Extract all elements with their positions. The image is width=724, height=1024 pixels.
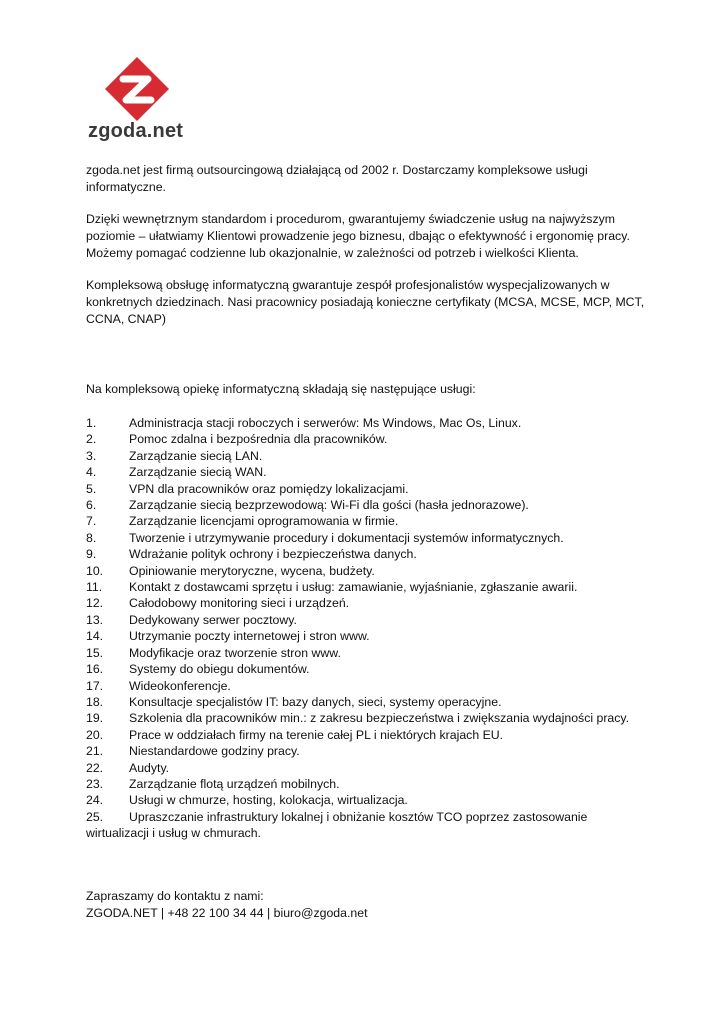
service-number: 24. xyxy=(86,793,104,808)
service-text: Zarządzanie flotą urządzeń mobilnych. xyxy=(129,776,340,791)
service-item xyxy=(86,661,646,677)
service-text: Zarządzanie siecią LAN. xyxy=(129,448,263,463)
service-text: Całodobowy monitoring sieci i urządzeń. xyxy=(129,596,350,611)
service-number: 18. xyxy=(86,694,104,709)
service-item xyxy=(86,628,646,644)
service-item xyxy=(86,431,646,447)
service-number: 21. xyxy=(86,744,104,759)
service-number: 10. xyxy=(86,563,104,578)
service-text: Administracja stacji roboczych i serwerów: Ms Windows, Mac Os, Linux. xyxy=(129,416,522,430)
service-number: 22. xyxy=(86,760,104,775)
service-item xyxy=(86,448,646,464)
service-item xyxy=(86,497,646,513)
service-item xyxy=(86,710,646,726)
service-number: 16. xyxy=(86,662,104,677)
service-text: Opiniowanie merytoryczne, wycena, budżety. xyxy=(129,563,375,578)
service-item xyxy=(86,743,646,759)
service-item xyxy=(86,776,646,792)
service-text: Pomoc zdalna i bezpośrednia dla pracowników. xyxy=(129,432,388,447)
service-text: Utrzymanie poczty internetowej i stron www. xyxy=(129,629,370,644)
service-item xyxy=(86,513,646,529)
service-text: Zarządzanie siecią WAN. xyxy=(129,465,267,480)
service-text: Zarządzanie siecią bezprzewodową: Wi-Fi dla gości (hasła jednorazowe). xyxy=(129,498,529,513)
standards-paragraph: Dzięki wewnętrznym standardom i procedurom, gwarantujemy świadczenie usług na najwyższym poziomie – ułatwiamy Klientowi prowadzenie jego biznesu, dbając o efektywność i ergonomię pracy. Możemy pomagać codzienne lub okazjonalnie, w zależności od potrzeb i wielkości Klienta. xyxy=(86,212,630,260)
services-intro: Na kompleksową opiekę informatyczną składają się następujące usługi: xyxy=(86,382,476,396)
service-item xyxy=(86,809,646,842)
service-number: 19. xyxy=(86,711,104,726)
service-item xyxy=(86,678,646,694)
service-text: Wideokonferencje. xyxy=(129,678,231,693)
service-text: Systemy do obiegu dokumentów. xyxy=(129,662,310,677)
logo-wordmark: zgoda.net xyxy=(88,120,184,142)
service-item xyxy=(86,595,646,611)
service-text: Upraszczanie infrastruktury lokalnej i obniżanie kosztów TCO poprzez zastosowanie wirtualizacji i usług w chmurach. xyxy=(86,809,588,841)
service-number: 8. xyxy=(86,530,97,545)
service-item xyxy=(86,415,646,431)
service-item xyxy=(86,760,646,776)
service-text: Usługi w chmurze, hosting, kolokacja, wirtualizacja. xyxy=(129,793,408,808)
service-number: 14. xyxy=(86,629,104,644)
service-item xyxy=(86,563,646,579)
service-number: 25. xyxy=(86,809,104,824)
contact-details: ZGODA.NET | +48 22 100 34 44 | biuro@zgoda.net xyxy=(86,905,368,920)
service-item xyxy=(86,792,646,808)
service-text: Kontakt z dostawcami sprzętu i usług: zamawianie, wyjaśnianie, zgłaszanie awarii. xyxy=(129,580,578,595)
service-number: 3. xyxy=(86,448,97,463)
service-text: Tworzenie i utrzymywanie procedury i dokumentacji systemów informatycznych. xyxy=(129,530,564,545)
service-number: 13. xyxy=(86,612,104,627)
service-text: Niestandardowe godziny pracy. xyxy=(129,744,300,759)
service-item xyxy=(86,645,646,661)
service-number: 20. xyxy=(86,727,104,742)
service-number: 2. xyxy=(86,432,97,447)
service-text: Zarządzanie licencjami oprogramowania w firmie. xyxy=(129,514,399,529)
service-text: Modyfikacje oraz tworzenie stron www. xyxy=(129,645,341,660)
service-number: 17. xyxy=(86,678,104,693)
service-item xyxy=(86,727,646,743)
service-number: 1. xyxy=(86,416,97,430)
intro-paragraph: zgoda.net jest firmą outsourcingową działającą od 2002 r. Dostarczamy kompleksowe usługi informatyczne. xyxy=(86,163,588,194)
service-text: VPN dla pracowników oraz pomiędzy lokalizacjami. xyxy=(129,481,409,496)
service-number: 11. xyxy=(86,580,103,595)
service-number: 7. xyxy=(86,514,97,529)
service-number: 23. xyxy=(86,776,104,791)
zgoda-logo-icon xyxy=(104,56,170,122)
team-paragraph: Kompleksową obsługę informatyczną gwarantuje zespół profesjonalistów wyspecjalizowanych w konkretnych dziedzinach. Nasi pracownicy posiadają konieczne certyfikaty (MCSA, MCSE, MCP, MCT, CCNA, CNAP) xyxy=(86,278,645,326)
service-number: 6. xyxy=(86,498,97,513)
service-item xyxy=(86,694,646,710)
service-text: Prace w oddziałach firmy na terenie całej PL i niektórych krajach EU. xyxy=(129,727,504,742)
services-list xyxy=(86,415,646,842)
service-number: 12. xyxy=(86,596,104,611)
service-number: 15. xyxy=(86,645,104,660)
service-item xyxy=(86,530,646,546)
service-item xyxy=(86,612,646,628)
service-number: 9. xyxy=(86,547,97,562)
service-item xyxy=(86,546,646,562)
service-item xyxy=(86,481,646,497)
service-text: Audyty. xyxy=(129,760,170,775)
service-text: Dedykowany serwer pocztowy. xyxy=(129,612,297,627)
company-logo xyxy=(88,56,188,148)
service-text: Konsultacje specjalistów IT: bazy danych, sieci, systemy operacyjne. xyxy=(129,694,502,709)
service-number: 5. xyxy=(86,481,97,496)
service-item xyxy=(86,579,646,595)
service-text: Wdrażanie polityk ochrony i bezpieczeństwa danych. xyxy=(129,547,417,562)
service-item xyxy=(86,464,646,480)
service-number: 4. xyxy=(86,465,97,480)
contact-invite: Zapraszamy do kontaktu z nami: xyxy=(86,888,264,903)
document-body xyxy=(86,162,646,922)
service-text: Szkolenia dla pracowników min.: z zakresu bezpieczeństwa i zwiększania wydajności pracy. xyxy=(129,711,630,726)
